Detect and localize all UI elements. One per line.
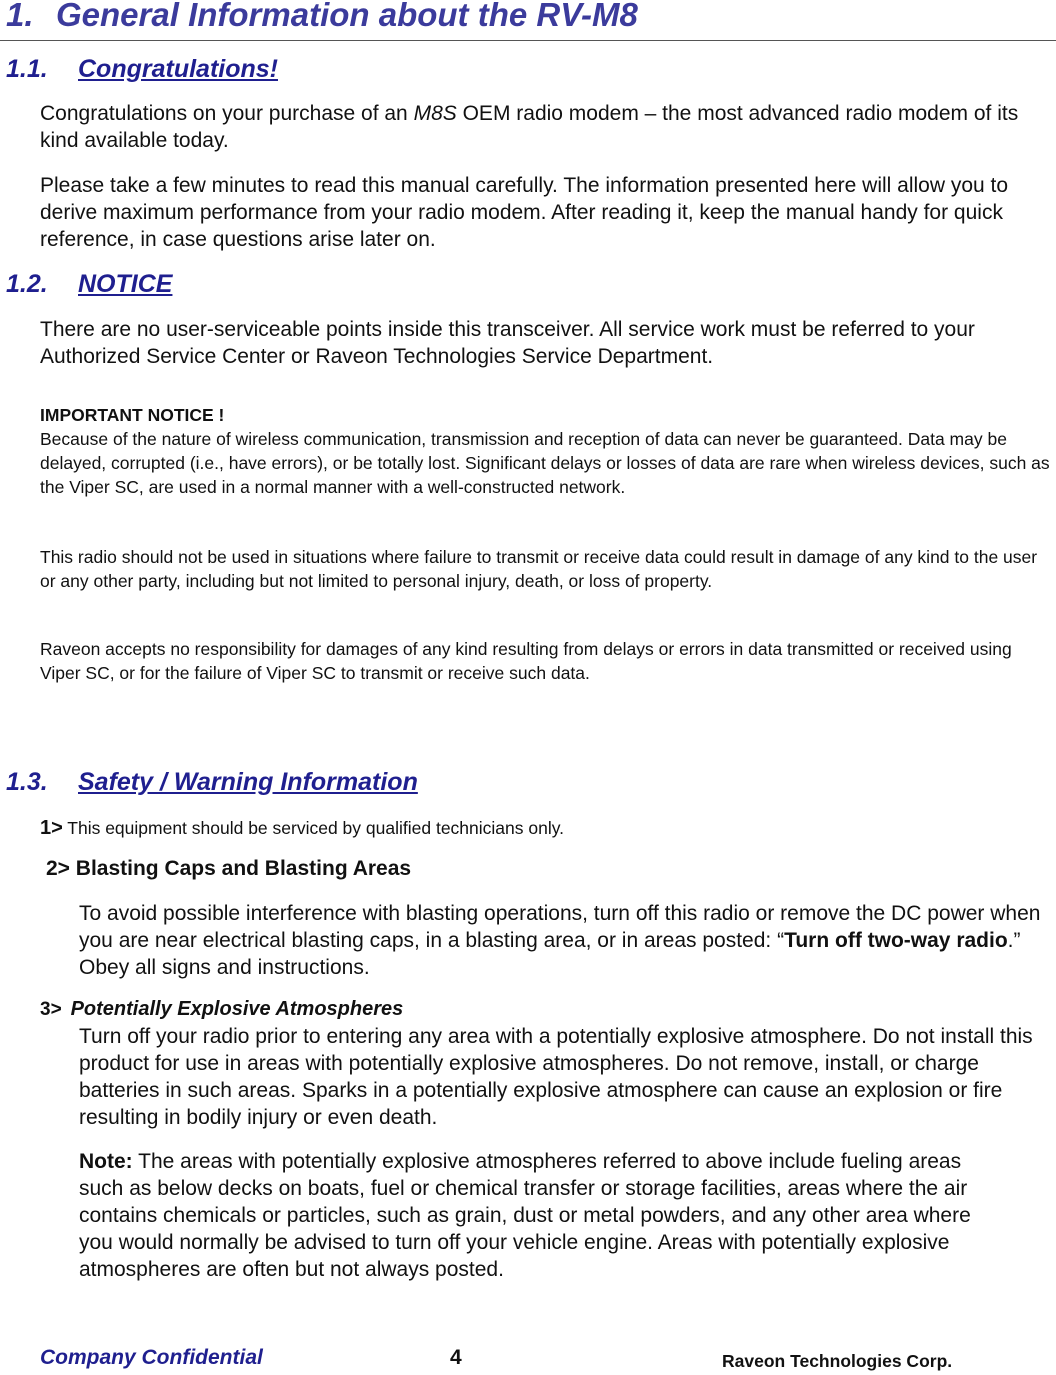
safety-item-3-heading <box>40 998 403 1021</box>
item-number: 3> <box>40 999 62 1020</box>
explosive-paragraph: Turn off your radio prior to entering any area with a potentially explosive atmosphere. Do not install this product for use in areas with potentially explosive atmospheres. Do not remove, install, or charge batteries in such areas. Sparks in a potentially explosive atmosphere can cause an explosion or fire resulting in bodily injury or even death. <box>79 1025 1033 1129</box>
note-label: Note: <box>79 1150 133 1173</box>
chapter-heading <box>6 0 638 34</box>
item-title: Potentially Explosive Atmospheres <box>70 998 404 1020</box>
safety-item-2-heading: 2> Blasting Caps and Blasting Areas <box>46 857 412 880</box>
chapter-number: 1. <box>6 0 34 33</box>
read-manual-paragraph: Please take a few minutes to read this manual carefully. The information presented here will allow you to derive maximum performance from your radio modem. After reading it, keep the manual handy for quick reference, in case questions arise later on. <box>40 174 1009 251</box>
page-number: 4 <box>450 1346 462 1369</box>
section-title: Congratulations! <box>78 55 278 83</box>
section-heading-1-2 <box>6 270 172 299</box>
footer-confidential: Company Confidential <box>40 1346 263 1369</box>
warning-sign-text: Turn off two-way radio <box>784 929 1008 952</box>
note-paragraph: Note: The areas with potentially explosive atmospheres referred to above include fueling areas such as below decks on boats, fuel or chemical transfer or storage facilities, areas where the air contains chemicals or particles, such as grain, dust or metal powders, and any other area where you would normally be advised to turn off your vehicle engine. Areas with potentially explosive atmospheres are often but not always posted. <box>79 1150 971 1281</box>
chapter-title: General Information about the RV-M8 <box>56 0 638 33</box>
model-name: M8S <box>413 102 457 125</box>
section-heading-1-3 <box>6 768 418 797</box>
footer-company: Raveon Technologies Corp. <box>722 1351 953 1371</box>
important-paragraph-3: Raveon accepts no responsibility for damages of any kind resulting from delays or errors in data transmitted or received using Viper SC, or for the failure of Viper SC to transmit or receive such data. <box>40 639 1012 683</box>
section-title: NOTICE <box>78 270 173 298</box>
important-paragraph-2: This radio should not be used in situations where failure to transmit or receive data could result in damage of any kind to the user or any other party, including but not limited to personal injury, death, or loss of property. <box>40 547 1038 591</box>
notice-paragraph: There are no user-serviceable points inside this transceiver. All service work must be referred to your Authorized Service Center or Raveon Technologies Service Department. <box>40 318 975 368</box>
section-title: Safety / Warning Information <box>78 768 418 796</box>
congrats-paragraph: Congratulations on your purchase of an M8S OEM radio modem – the most advanced radio modem of its kind available today. <box>40 102 1019 152</box>
item-text: This equipment should be serviced by qualified technicians only. <box>67 818 565 838</box>
item-number: 1> <box>40 817 63 839</box>
section-number: 1.2. <box>6 270 48 298</box>
safety-item-1 <box>40 817 564 840</box>
section-heading-1-1 <box>6 55 278 84</box>
section-number: 1.3. <box>6 768 48 796</box>
section-number: 1.1. <box>6 55 48 83</box>
important-paragraph-1: Because of the nature of wireless communication, transmission and reception of data can never be guaranteed. Data may be delayed, corrupted (i.e., have errors), or be totally lost. Significant delays or losses of data are rare when wireless devices, such as the Viper SC, are used in a normal manner with a well-constructed network. <box>40 429 1050 497</box>
heading-rule <box>0 40 1056 41</box>
blasting-paragraph: To avoid possible interference with blasting operations, turn off this radio or remove the DC power when you are near electrical blasting caps, in a blasting area, or in areas posted: “Turn off two-way radio.” Obey all signs and instructions. <box>79 902 1041 979</box>
important-notice-heading: IMPORTANT NOTICE ! <box>40 405 225 425</box>
